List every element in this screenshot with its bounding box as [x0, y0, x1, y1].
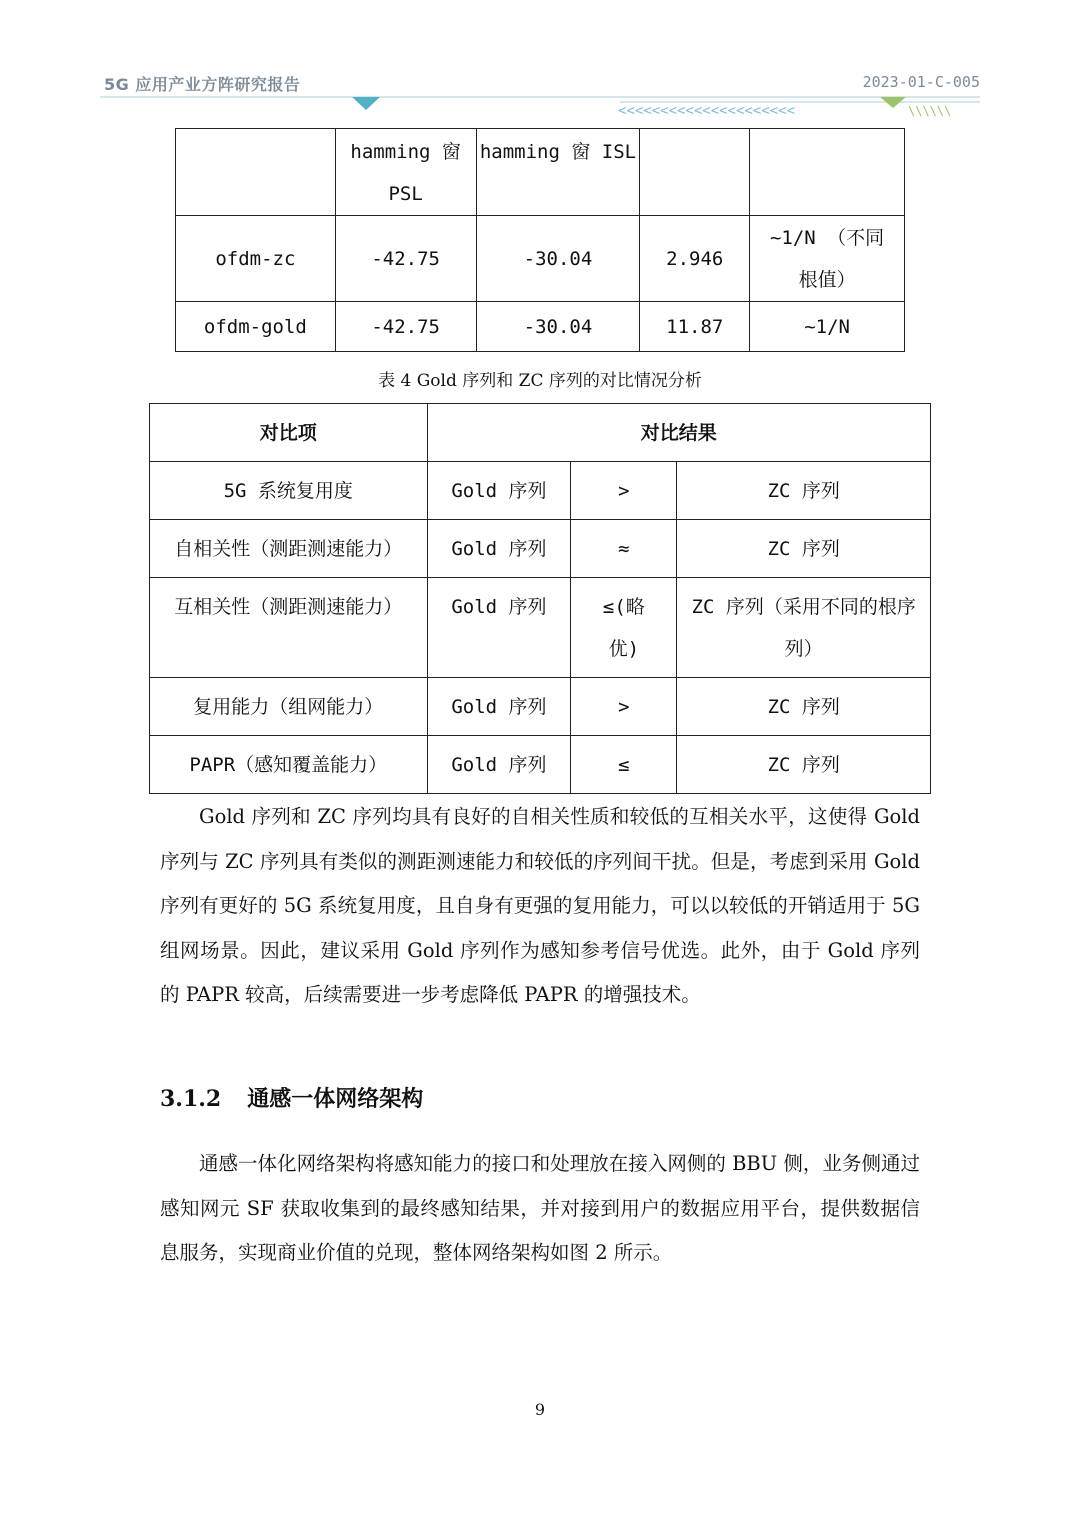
table1-cell: ofdm-zc	[176, 216, 336, 302]
column-header-result: 对比结果	[427, 404, 930, 462]
comparison-a: Gold 序列	[427, 578, 571, 678]
comparison-b: ZC 序列	[677, 736, 931, 794]
comparison-a: Gold 序列	[427, 462, 571, 520]
header-decoration	[100, 90, 982, 120]
comparison-operator: ≈	[571, 520, 677, 578]
table-row	[176, 129, 905, 216]
comparison-item: 5G 系统复用度	[150, 462, 428, 520]
comparison-b: ZC 序列	[677, 520, 931, 578]
comparison-a: Gold 序列	[427, 520, 571, 578]
comparison-operator: >	[571, 678, 677, 736]
table-row	[176, 302, 905, 352]
report-title: 5G 应用产业方阵研究报告	[104, 75, 301, 94]
table1-cell: -30.04	[476, 216, 640, 302]
column-header-item: 对比项	[150, 404, 428, 462]
header-slashes: \\\\\\	[908, 104, 952, 118]
table1-cell: ofdm-gold	[176, 302, 336, 352]
section-heading	[160, 1082, 423, 1113]
table1-cell: -42.75	[335, 302, 476, 352]
comparison-operator: >	[571, 462, 677, 520]
table-row	[150, 678, 931, 736]
header-triangle-icon	[352, 97, 380, 110]
comparison-item: 自相关性（测距测速能力）	[150, 520, 428, 578]
section-number: 3.1.2	[160, 1086, 222, 1112]
psl-isl-table	[175, 128, 905, 352]
comparison-b: ZC 序列	[677, 462, 931, 520]
table-row	[176, 216, 905, 302]
table1-cell: 11.87	[640, 302, 750, 352]
table-row	[150, 520, 931, 578]
body-paragraph: Gold 序列和 ZC 序列均具有良好的自相关性质和较低的互相关水平，这使得 Gold 序列与 ZC 序列具有类似的测距测速能力和较低的序列间干扰。但是，考虑到采用 Gold 序列有更好的 5G 系统复用度，且自身有更强的复用能力，可以以较低的开销适用于 5G 组网场景。因此，建议采用 Gold 序列作为感知参考信号优选。此外，由于 Gold 序列的 PAPR 较高，后续需要进一步考虑降低 PAPR 的增强技术。	[160, 805, 920, 1006]
comparison-a: Gold 序列	[427, 736, 571, 794]
table-row	[150, 462, 931, 520]
comparison-table	[149, 403, 931, 794]
comparison-b: ZC 序列	[677, 678, 931, 736]
comparison-item: 互相关性（测距测速能力）	[150, 578, 428, 678]
table1-header-psl: hamming 窗 PSL	[335, 129, 476, 216]
table-row	[150, 736, 931, 794]
table1-cell: -30.04	[476, 302, 640, 352]
table1-cell: ~1/N （不同根值）	[750, 216, 905, 302]
table1-cell: -42.75	[335, 216, 476, 302]
comparison-item: 复用能力（组网能力）	[150, 678, 428, 736]
table1-header-cell-empty	[750, 129, 905, 216]
page-number: 9	[534, 1400, 546, 1419]
report-id: 2023-01-C-005	[862, 73, 980, 91]
table1-header-cell-empty	[640, 129, 750, 216]
table1-cell: 2.946	[640, 216, 750, 302]
table1-cell: ~1/N	[750, 302, 905, 352]
table1-header-isl: hamming 窗 ISL	[476, 129, 640, 216]
body-paragraph: 通感一体化网络架构将感知能力的接口和处理放在接入网侧的 BBU 侧，业务侧通过感知网元 SF 获取收集到的最终感知结果，并对接到用户的数据应用平台，提供数据信息服务，实现商业价值的兑现，整体网络架构如图 2 所示。	[160, 1152, 920, 1264]
section-title: 通感一体网络架构	[247, 1087, 424, 1112]
comparison-b: ZC 序列（采用不同的根序列）	[677, 578, 931, 678]
comparison-operator: ≤	[571, 736, 677, 794]
table-caption: 表 4 Gold 序列和 ZC 序列的对比情况分析	[378, 371, 702, 391]
comparison-operator: ≤(略优)	[571, 578, 677, 678]
comparison-a: Gold 序列	[427, 678, 571, 736]
table1-header-cell-empty	[176, 129, 336, 216]
table-row	[150, 404, 931, 462]
table-row	[150, 578, 931, 678]
header-chevrons: <<<<<<<<<<<<<<<<<<<<<	[618, 103, 796, 119]
comparison-item: PAPR（感知覆盖能力）	[150, 736, 428, 794]
